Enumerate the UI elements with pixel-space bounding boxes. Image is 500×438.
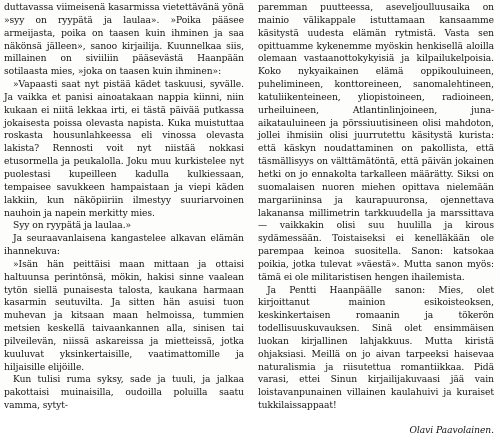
right-column — [258, 2, 494, 438]
left-column — [4, 2, 244, 413]
paragraph: Kun tulisi ruma syksy, sade ja tuuli, ja jalkaa pakottaisi muinaisilla, oudoilla poluilla saatu vamma, sytyt- — [4, 375, 244, 412]
paragraph: »Vapaasti saat nyt pistää kädet taskuusi, syvälle. Ja vaikka et panisi ainoatakaan nappia kiinni, niin kukaan ei niitä lekkaa irti, ei tästä päivää putkassa jokaisesta poissa olevasta napista. Kuka muistuttaa roskasta housunlahkeessa eli vinossa olevasta lakista? Rennosti voit nyt niistää nokkasi etusormella ja peukalolla. Joku muu kurkistelee nyt puolestasi kupeilleen kadulla kulkiessaan, tempaisee savukkeen hampaistaan ja viepi käden lakkiin, kun näköpiiriin ilmestyy suuriarvoinen nauhoin ja napein merkitty mies. — [4, 80, 244, 219]
paragraph: paremman puutteessa, aseveljoulluusaika on mainio välikappale istuttamaan kansaamme käsitystä uudesta elämän rytmistä. Vasta sen opittuamme kykenemme myöskin henkisellä aloilla olemaan vastaanottokykyisiä ja kilpailukelpoisia. Koko nykyaikainen elämä oppikouluineen, puhelimineen, konttoreineen, sanomalehtineen, katuliikenteineen, yliopistoineen, radioineen, urheiluineen, Atlantinlinjoineen, juna-aikatauluineen ja pörssiuutisineen olisi mahdoton, jollei ihmisiin olisi juurrutettu käsitystä kurista: että käskyn noudattaminen on pakollista, että täsmällisyys on välttämätöntä, että päivän jokainen hetki on jo ennakolta tarkalleen määrätty. Siksi on suomalaisen nuoren miehen opittava nielemään margariininsa ja kaurapuuronsa, ojennettava lakanansa millimetrin tarkkuudella ja marssittava — vaikkakin olisi suu huulilla ja kirous sydämessään. Toistaiseksi ei kenelläkään ole parempaa keinoa suositella. Sanon: katsokaa poikia, jotka tulevat »väestä». Mutta sanon myös: tämä ei ole militaristisen hengen ihailemista. — [258, 3, 494, 283]
paragraph: »Isän hän peittäisi maan mittaan ja ottaisi haltuunsa perintönsä, mökin, hakisi sinne vaalean tytön siellä punaisesta talosta, kaukana harmaan kasarmin seutuvilta. Ja sitten hän asuisi tuon muhevan ja kitsaan maan helmoissa, tummien metsien keskellä taivaankannen alla, sinisen tai pilveilevän, niissä askareissa ja mietteissä, jotka kuuluvat yksinkertaisille, vaatimattomille ja hiljaisille elijöille. — [4, 259, 244, 373]
paragraph: Syy on ryypätä ja laulaa.» — [13, 221, 132, 232]
author-signature: Olavi Paavolainen. — [409, 426, 494, 436]
paragraph: Ja Pentti Haanpäälle sanon: Mies, olet kirjoittanut mainion esikoisteoksen, keskinkertaisen romaanin ja tökerön todellisuuskuvauksen. Sinä olet ensimmäisen luokan kirjallinen lahjakkuus. Mutta kiristä ohjaksiasi. Meillä on jo aivan tarpeeksi haisevaa naturalismia ja riisutettua romantiikkaa. Pidä varasi, ettei Sinun kirjailijakuvaasi jää vain loistavanpunainen villainen kaulahuivi ja kuraiset tukkilaissappaat! — [258, 285, 494, 412]
paragraph: Ja seuraavanlaisena kangastelee alkavan elämän ihannekuva: — [4, 234, 244, 258]
paragraph: duttavassa viimeisenä kasarmissa vietettävänä yönä »syy on ryypätä ja laulaa». »Poika pääsee armeijasta, poika on taasen kuin ihminen ja saa näkönsä jälleen», sanoo kirjailija. Kuunnelkaa siis, millainen on siviiliin pääsevästä Haanpään sotilaasta mies, »joka on taasen kuin ihminen»: — [4, 3, 244, 78]
